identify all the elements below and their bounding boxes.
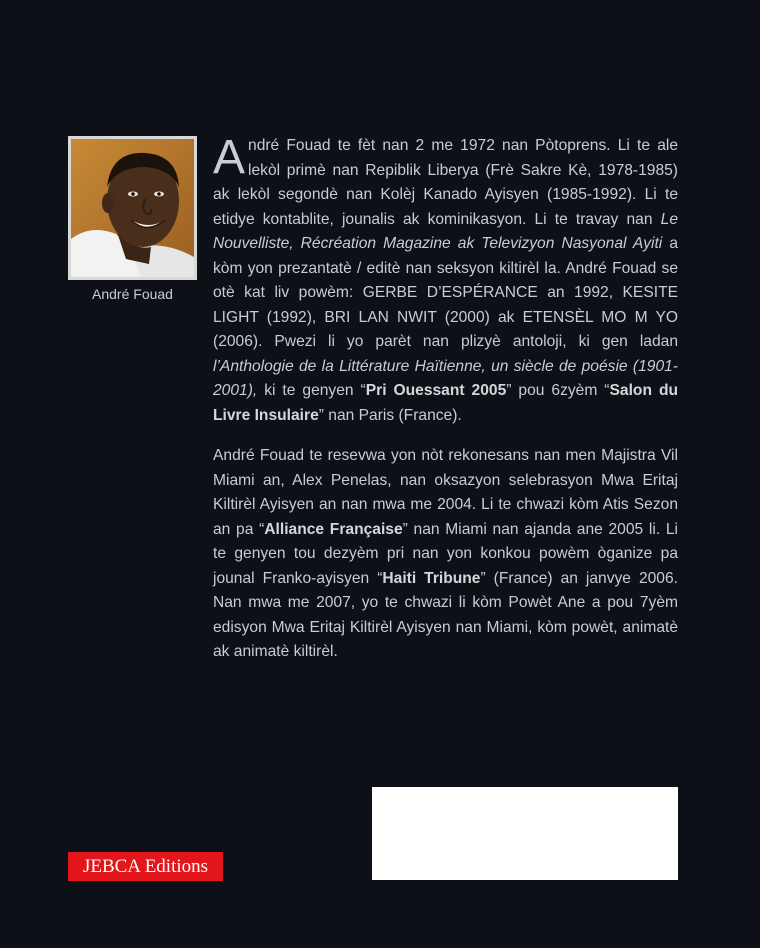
- bold-text: Salon du Livre Insulaire: [213, 382, 678, 424]
- photo-caption: André Fouad: [92, 286, 173, 302]
- bio-text: André Fouad te resevwa yon nòt rekonesans nan men Majistra Vil Miami an, Alex Penelas, nan oksazyon selebrasyon Mwa Eritaj Kiltirèl Ayisyen an nan mwa me 2004. Li te chwazi kòm Atis Sezon an pa “: [213, 447, 678, 538]
- bio-paragraph-2: [213, 444, 678, 665]
- drop-cap: A: [213, 131, 246, 184]
- barcode-area: [372, 787, 678, 880]
- bold-text: Alliance Française: [264, 520, 403, 538]
- bold-text: Haiti Tribune: [382, 569, 481, 587]
- publisher-logo: JEBCA Editions: [68, 852, 223, 881]
- bio-text: ” (France) an janvye 2006. Nan mwa me 2007, yo te chwazi li kòm Powèt Ane a pou 7yèm edisyon Mwa Eritaj Kiltirèl Ayisyen nan Miami, kòm powèt, animatè ak animatè kiltirèl.: [213, 569, 678, 660]
- bio-text: ndré Fouad te fèt nan 2 me 1972 nan Pòtoprens. Li te ale lekòl primè nan Repiblik Liberya (Frè Sakre Kè, 1978-1985) ak lekòl segondè nan Kolèj Kanado Ayisyen (1985-1992). Li te etidye kontablite, jounalis ak kominikasyon. Li te travay nan: [213, 137, 678, 228]
- author-portrait-image: [71, 139, 194, 277]
- italic-text: l’Anthologie de la Littérature Haïtienne, un siècle de poésie (1901-2001),: [213, 357, 678, 399]
- bio-text: a kòm yon prezantatè / editè nan seksyon kiltirèl la. André Fouad se otè kat liv powèm: GERBE D’ESPÉRANCE an 1992, KESITE LIGHT (1992), BRI LAN NWIT (2000) ak ETENSÈL MO M YO (2006). Pwezi li yo parèt nan plizyè antoloji, ki gen ladan: [213, 235, 678, 350]
- author-photo: [68, 136, 197, 280]
- italic-text: Le Nouvelliste, Récréation Magazine ak Televizyon Nasyonal Ayiti: [213, 210, 678, 252]
- bio-text: ” nan Miami nan ajanda ane 2005 li. Li te genyen tou dezyèm pri nan yon konkou powèm òganize pa jounal Franko-ayisyen “: [213, 520, 678, 587]
- bio-text: ” nan Paris (France).: [318, 406, 462, 424]
- author-biography: [213, 131, 678, 665]
- bold-text: Pri Ouessant 2005: [365, 382, 507, 399]
- bio-text: ” pou 6zyèm “: [506, 382, 610, 399]
- bio-text: ki te genyen “: [257, 382, 366, 399]
- bio-paragraph-1: [213, 131, 678, 428]
